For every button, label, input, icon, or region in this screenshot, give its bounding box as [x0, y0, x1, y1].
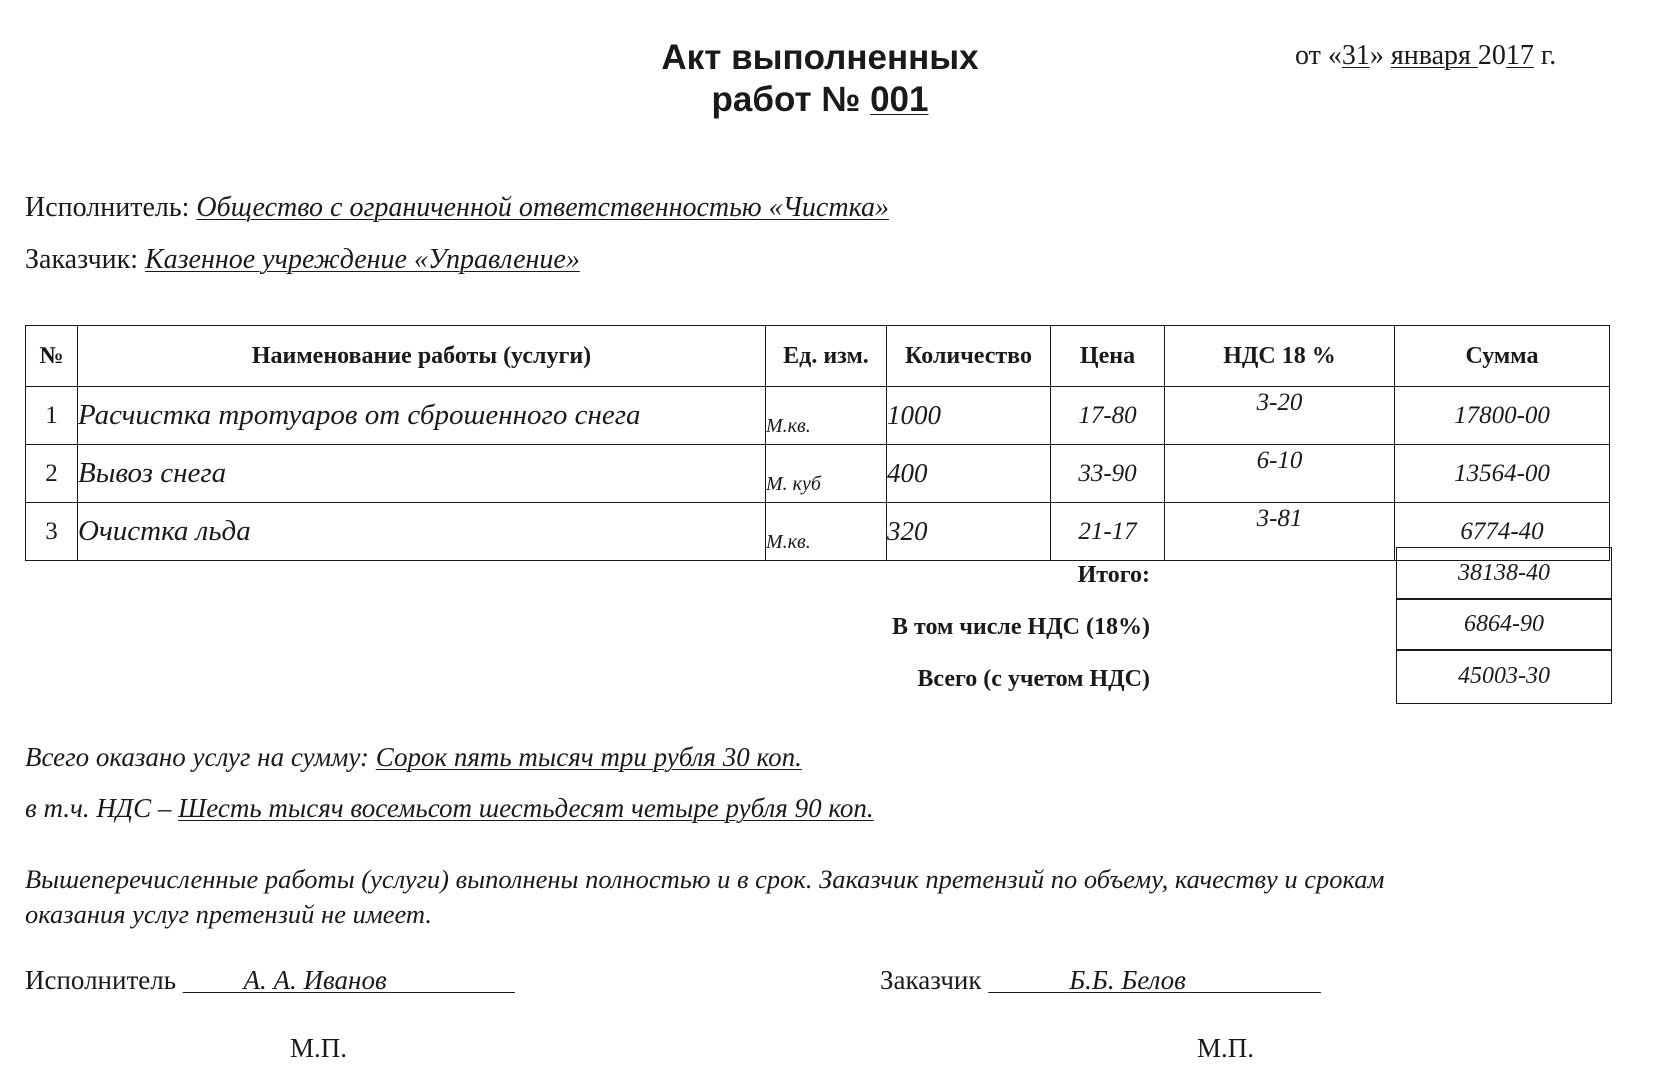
row-unit: М.кв.: [766, 503, 887, 561]
customer-signature-line: [988, 965, 1321, 995]
statement-line-2: оказания услуг претензий не имеет.: [25, 899, 432, 929]
statement-line-1: Вышеперечисленные работы (услуги) выполнены полностью и в срок. Заказчик претензий по объему, качеству и срокам: [25, 864, 1385, 894]
row-name: Расчистка тротуаров от сброшенного снега: [78, 387, 766, 445]
row-vat: 3-81: [1165, 503, 1395, 561]
vat-total-value: 6864-90: [1396, 598, 1612, 651]
stamp-right: М.П.: [1197, 1033, 1255, 1063]
row-sum: 6774-40: [1395, 503, 1610, 561]
table-row: [26, 503, 1610, 561]
table-row: [26, 387, 1610, 445]
col-name-header: Наименование работы (услуги): [78, 326, 766, 387]
col-sum-header: Сумма: [1395, 326, 1610, 387]
col-unit-header: Ед. изм.: [766, 326, 887, 387]
col-qty-header: Количество: [887, 326, 1051, 387]
row-number: 2: [26, 445, 78, 503]
customer-label: Заказчик:: [25, 244, 146, 275]
amount-words: Сорок пять тысяч три рубля 30 коп.: [375, 742, 802, 772]
act-number: 001: [870, 80, 929, 119]
amount-label: Всего оказано услуг на сумму:: [25, 742, 376, 772]
executor-name: Общество с ограниченной ответственностью «Чистка»: [196, 192, 889, 223]
date-year: 17: [1505, 40, 1534, 71]
vat-total-label: В том числе НДС (18%): [892, 614, 1150, 640]
row-qty: 1000: [887, 387, 1051, 445]
act-date: от «31» января 2017 г.: [1295, 40, 1557, 71]
row-price: 33-90: [1051, 445, 1165, 503]
vat-words-line: [25, 793, 874, 824]
table-header-row: [26, 326, 1610, 387]
row-name: Вывоз снега: [78, 445, 766, 503]
row-unit: М.кв.: [766, 387, 887, 445]
executor-label: Исполнитель:: [25, 192, 197, 223]
col-vat-header: НДС 18 %: [1165, 326, 1395, 387]
col-number-header: №: [26, 326, 78, 387]
grand-total-value: 45003-30: [1396, 649, 1612, 704]
executor-signature-line: [183, 965, 515, 995]
customer-line: [25, 244, 580, 276]
row-price: 21-17: [1051, 503, 1165, 561]
statement: [25, 862, 1384, 932]
row-name: Очистка льда: [78, 503, 766, 561]
title-line-1: Акт выполненных: [661, 38, 979, 77]
customer-signer-name: Б.Б. Белов: [1069, 965, 1186, 995]
amount-line: [25, 742, 802, 773]
col-price-header: Цена: [1051, 326, 1165, 387]
vat-words: Шесть тысяч восемьсот шестьдесят четыре рубля 90 коп.: [178, 793, 874, 823]
stamp-left: М.П.: [290, 1033, 348, 1063]
title-line-2: работ № 001: [711, 80, 929, 119]
subtotal-label: Итого:: [1077, 562, 1150, 588]
executor-signature-label: Исполнитель: [25, 965, 183, 995]
row-vat: 3-20: [1165, 387, 1395, 445]
works-table: [25, 325, 1610, 561]
customer-signature-label: Заказчик: [880, 965, 989, 995]
row-price: 17-80: [1051, 387, 1165, 445]
executor-line: [25, 192, 889, 224]
customer-name: Казенное учреждение «Управление»: [145, 244, 580, 275]
subtotal-value: 38138-40: [1396, 547, 1612, 600]
grand-total-label: Всего (с учетом НДС): [917, 666, 1150, 692]
row-sum: 13564-00: [1395, 445, 1610, 503]
customer-signature: [880, 965, 1321, 996]
row-number: 1: [26, 387, 78, 445]
row-qty: 400: [887, 445, 1051, 503]
executor-signature: [25, 965, 515, 996]
row-unit: М. куб: [766, 445, 887, 503]
row-vat: 6-10: [1165, 445, 1395, 503]
row-sum: 17800-00: [1395, 387, 1610, 445]
date-day: 31: [1341, 40, 1370, 71]
vat-words-label: в т.ч. НДС –: [25, 793, 179, 823]
table-row: [26, 445, 1610, 503]
date-month: января: [1390, 40, 1478, 71]
row-number: 3: [26, 503, 78, 561]
document-title: [640, 38, 1000, 120]
executor-signer-name: А. А. Иванов: [243, 965, 387, 995]
row-qty: 320: [887, 503, 1051, 561]
